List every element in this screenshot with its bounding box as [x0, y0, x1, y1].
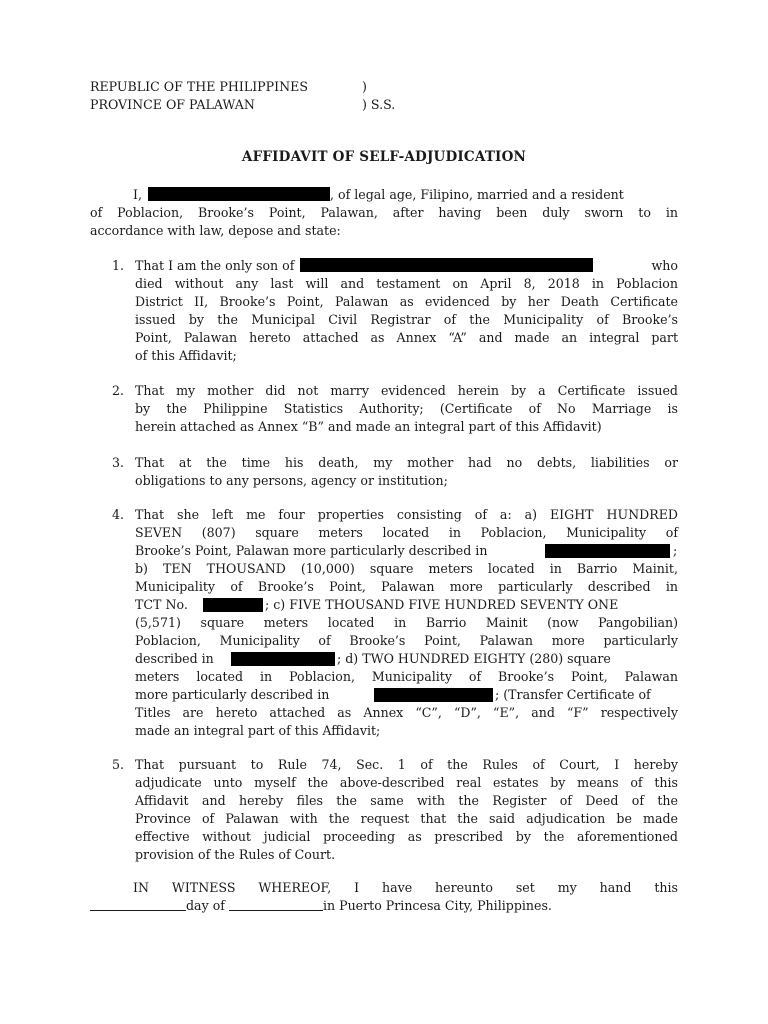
witness-day-of: day of [186, 898, 225, 913]
item-4-line-2: SEVEN (807) square meters located in Poblacion, Municipality of [135, 525, 678, 540]
redacted-tct-number [203, 598, 263, 612]
item-1-line-1 [135, 258, 678, 273]
item-1-text-b: who [651, 258, 678, 273]
item-1-line-3: District II, Brooke’s Point, Palawan as evidenced by her Death Certificate [135, 294, 678, 309]
caption-province: PROVINCE OF PALAWAN [90, 97, 255, 112]
item-1-line-6: of this Affidavit; [135, 348, 237, 363]
intro-rest: , of legal age, Filipino, married and a resident [330, 187, 624, 202]
item-4-line-8: Poblacion, Municipality of Brooke’s Point, Palawan more particularly [135, 633, 678, 648]
blank-month-line [229, 898, 323, 911]
item-4-line-5: Municipality of Brooke’s Point, Palawan more particularly described in [135, 579, 678, 594]
caption-republic: REPUBLIC OF THE PHILIPPINES [90, 79, 308, 94]
item-4-line-3-semicolon: ; [673, 543, 678, 558]
item-5-number: 5. [112, 757, 125, 772]
item-4-line-1: That she left me four properties consisting of a: a) EIGHT HUNDRED [135, 507, 678, 522]
item-5-line-6: provision of the Rules of Court. [135, 847, 336, 862]
item-1-line-4: issued by the Municipal Civil Registrar of the Municipality of Brooke’s [135, 312, 678, 327]
item-5-line-3: Affidavit and hereby files the same with the Register of Deed of the [135, 793, 678, 808]
caption-bracket: ) [362, 79, 367, 94]
redacted-title-1 [545, 544, 670, 558]
item-4-line-6-text: ; c) FIVE THOUSAND FIVE HUNDRED SEVENTY ONE [265, 597, 619, 612]
caption-ss: ) S.S. [362, 97, 396, 112]
intro-line-2: of Poblacion, Brooke’s Point, Palawan, after having been duly sworn to in [90, 205, 678, 220]
intro-line-3: accordance with law, depose and state: [90, 223, 341, 238]
item-4-line-11-text-a: more particularly described in [135, 687, 330, 702]
item-5-line-4: Province of Palawan with the request that the said adjudication be made [135, 811, 678, 826]
item-4-line-13: made an integral part of this Affidavit; [135, 723, 381, 738]
item-4-line-12: Titles are hereto attached as Annex “C”, “D”, “E”, and “F” respectively [135, 705, 678, 720]
item-4-line-10: meters located in Poblacion, Municipality of Brooke’s Point, Palawan [135, 669, 678, 684]
item-5-line-1: That pursuant to Rule 74, Sec. 1 of the Rules of Court, I hereby [135, 757, 678, 772]
item-3-line-2: obligations to any persons, agency or institution; [135, 473, 448, 488]
item-3-line-1: That at the time his death, my mother had no debts, liabilities or [135, 455, 678, 470]
item-4-line-9-text-b: ; d) TWO HUNDRED EIGHTY (280) square [337, 651, 611, 666]
item-4-line-9 [135, 651, 678, 666]
item-5-line-5: effective without judicial proceeding as prescribed by the aforementioned [135, 829, 678, 844]
item-2-line-1: That my mother did not marry evidenced herein by a Certificate issued [135, 383, 678, 398]
witness-line-2 [90, 898, 552, 913]
item-2-number: 2. [112, 383, 125, 398]
item-4-line-11 [135, 687, 678, 702]
item-4-line-3 [135, 543, 678, 558]
intro-i: I, [133, 187, 142, 202]
intro-line-1 [133, 187, 678, 202]
witness-line-1: IN WITNESS WHEREOF, I have hereunto set my hand this [133, 880, 678, 895]
item-4-tct-label: TCT No. [135, 597, 188, 612]
item-4-line-3-text: Brooke’s Point, Palawan more particularly described in [135, 543, 488, 558]
redacted-title-3 [374, 688, 493, 702]
witness-place: in Puerto Princesa City, Philippines. [322, 898, 552, 913]
item-4-line-4: b) TEN THOUSAND (10,000) square meters located in Barrio Mainit, [135, 561, 678, 576]
item-4-line-7: (5,571) square meters located in Barrio Mainit (now Pangobilian) [135, 615, 678, 630]
item-1-text-a: That I am the only son of [135, 258, 295, 273]
item-3-number: 3. [112, 455, 125, 470]
document-title: AFFIDAVIT OF SELF-ADJUDICATION [241, 149, 527, 165]
item-4-line-11-text-b: ; (Transfer Certificate of [495, 687, 651, 702]
item-1-line-5: Point, Palawan hereto attached as Annex “A” and made an integral part [135, 330, 678, 345]
redacted-title-2 [231, 652, 335, 666]
item-1-number: 1. [112, 258, 125, 273]
item-4-line-6 [135, 597, 678, 612]
item-1-line-2: died without any last will and testament on April 8, 2018 in Poblacion [135, 276, 678, 291]
item-2-line-2: by the Philippine Statistics Authority; (Certificate of No Marriage is [135, 401, 678, 416]
blank-day-line [90, 898, 186, 911]
item-4-number: 4. [112, 507, 125, 522]
item-4-line-9-text-a: described in [135, 651, 214, 666]
item-2-line-3: herein attached as Annex “B” and made an integral part of this Affidavit) [135, 419, 602, 434]
item-5-line-2: adjudicate unto myself the above-described real estates by means of this [135, 775, 678, 790]
redacted-name [148, 187, 330, 201]
redacted-mother-name [300, 258, 593, 272]
